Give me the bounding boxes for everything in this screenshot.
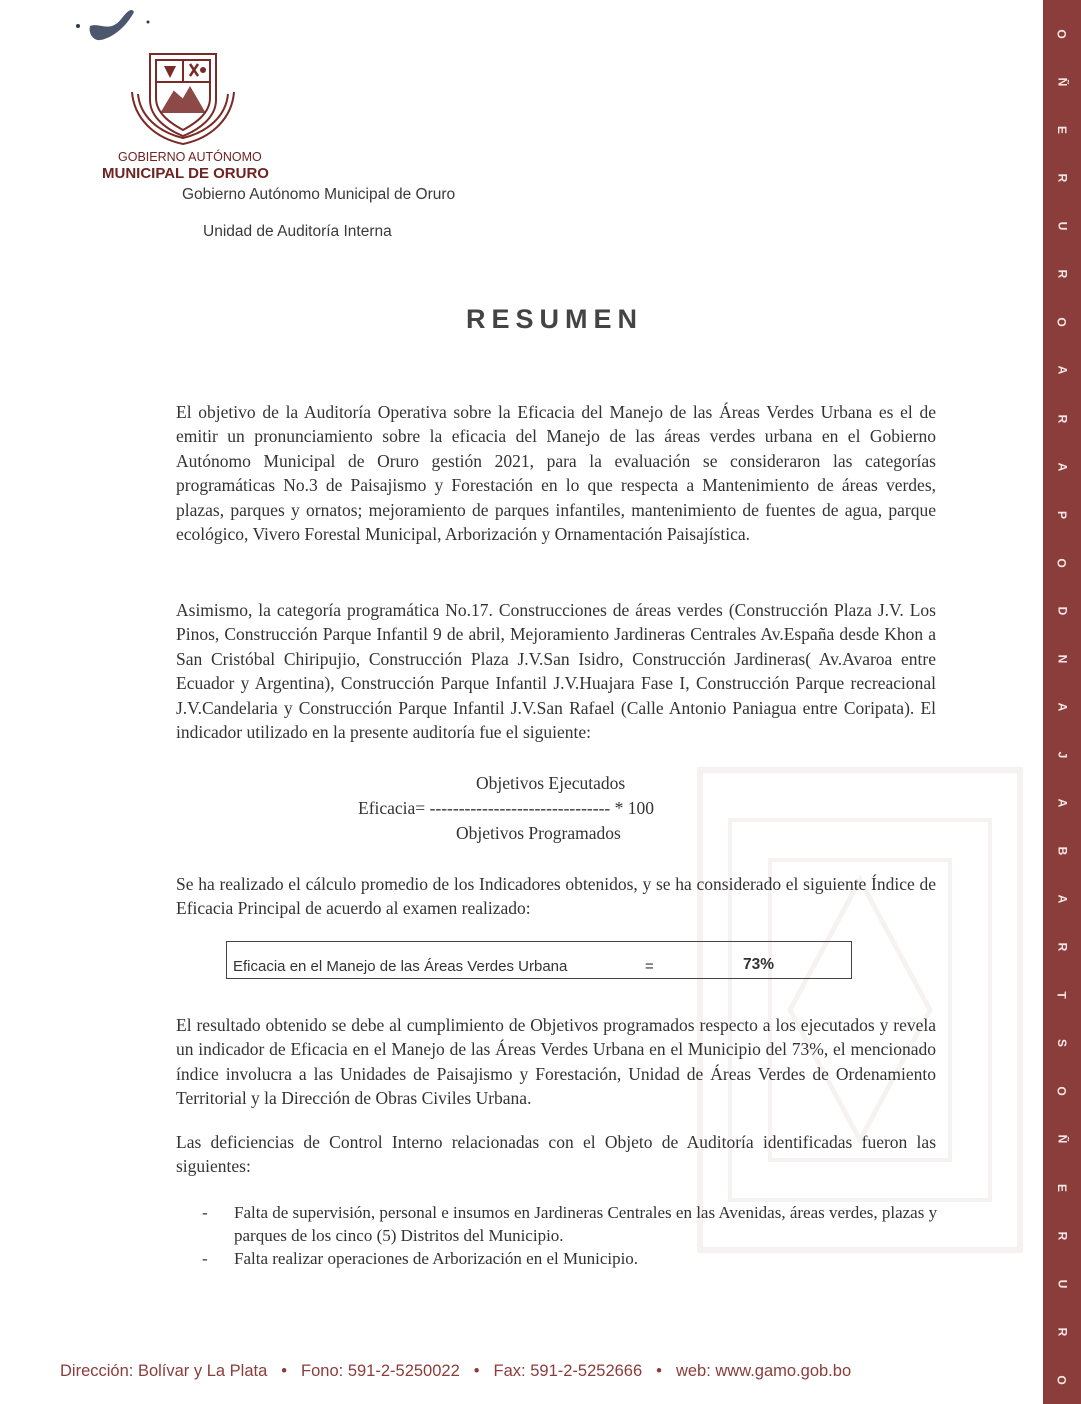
footer-bullet: • <box>281 1362 288 1380</box>
formula-line <box>358 798 654 819</box>
side-band-letter: A <box>1054 894 1069 904</box>
side-band-letter: U <box>1054 1279 1069 1288</box>
side-band-letter: N <box>1054 654 1069 664</box>
footer <box>60 1362 851 1381</box>
logo-caption-bottom: MUNICIPAL DE ORURO <box>102 165 269 182</box>
formula-factor: * 100 <box>614 798 654 818</box>
paragraph-objective: El objetivo de la Auditoría Operativa sobre la Eficacia del Manejo de las Áreas Verdes Urbana es el de emitir un pronunciamiento sobre la eficacia del Manejo de las áreas verdes urbana en el Gobierno Autónomo Municipal de Oruro gestión 2021, para la evaluación se consideraron las categorías programáticas No.3 de Paisajismo y Forestación en lo que respecta a Mantenimiento de áreas verdes, plazas, parques y ornatos; mejoramiento de parques infantiles, mantenimiento de fuentes de agua, parque ecológico, Vivero Forestal Municipal, Arborización y Ornamentación Paisajística. <box>176 402 936 545</box>
footer-fax: Fax: 591-2-5252666 <box>493 1362 643 1380</box>
result-equals: = <box>645 958 654 975</box>
result-box <box>226 941 852 979</box>
list-item: - Falta realizar operaciones de Arborización en el Municipio. <box>200 1247 940 1270</box>
side-band-letter: R <box>1054 414 1069 423</box>
paragraph-deficiencies: Las deficiencias de Control Interno relacionadas con el Objeto de Auditoría identificadas fueron las siguientes: <box>176 1132 936 1177</box>
side-band-letter: O <box>1055 1375 1069 1385</box>
side-band-letter: R <box>1054 173 1069 183</box>
side-band-letter: A <box>1054 702 1069 712</box>
deficiency-list <box>200 1201 940 1270</box>
side-band-letter: R <box>1054 269 1069 279</box>
result-value: 73% <box>743 956 775 973</box>
side-band-letter: O <box>1055 29 1069 39</box>
formula-dashes: ------------------------------- <box>429 798 611 818</box>
side-band-letter: A <box>1054 798 1069 808</box>
side-band-letter: E <box>1054 126 1069 135</box>
footer-bullet: • <box>473 1362 480 1380</box>
side-band-letter: T <box>1055 991 1069 999</box>
side-band-letter: D <box>1054 606 1069 616</box>
footer-phone: Fono: 591-2-5250022 <box>301 1362 460 1380</box>
side-band-letter: R <box>1054 1327 1069 1337</box>
side-band-letter: O <box>1055 317 1069 328</box>
side-band-letter: O <box>1055 558 1069 568</box>
organization-name: Gobierno Autónomo Municipal de Oruro <box>182 186 456 203</box>
footer-address: Dirección: Bolívar y La Plata <box>60 1362 268 1380</box>
paragraph-calculation: Se ha realizado el cálculo promedio de los Indicadores obtenidos, y se ha considerado el siguiente Índice de Eficacia Principal de acuerdo al examen realizado: <box>176 874 936 919</box>
side-band-letter: A <box>1054 366 1069 375</box>
paragraph-category: Asimismo, la categoría programática No.17. Construcciones de áreas verdes (Construcción Plaza J.V. Los Pinos, Construcción Parque Infantil 9 de abril, Mejoramiento Jardineras Centrales Av.España desde Khon a San Cristóbal Chiripujio, Construcción Plaza J.V.San Isidro, Construcción Jardineras( Av.Avaroa entre Ecuador y Argentina), Construcción Parque Infantil J.V.Huajara Fase I, Construcción Parque recreacional J.V.Candelaria y Construcción Parque Infantil J.V.San Rafael (Calle Antonio Paniagua entre Coripata). El indicador utilizado en la presente auditoría fue el siguiente: <box>176 600 936 743</box>
footer-web: web: www.gamo.gob.bo <box>675 1362 852 1380</box>
formula-denominator: Objetivos Programados <box>456 823 621 843</box>
formula-left: Eficacia= <box>358 798 426 818</box>
side-band-slogan <box>1043 0 1081 1404</box>
side-band-letter: A <box>1054 462 1069 471</box>
side-band-letter: S <box>1054 1039 1069 1048</box>
logo-caption-top: GOBIERNO AUTÓNOMO <box>118 150 262 164</box>
side-band-letter: U <box>1054 221 1069 231</box>
side-band-letter: R <box>1054 1231 1069 1240</box>
list-item: - Falta de supervisión, personal e insumos en Jardineras Centrales en las Avenidas, áreas verdes, plazas y parques de los cinco (5) Distritos del Municipio. <box>200 1201 940 1247</box>
formula-numerator: Objetivos Ejecutados <box>476 773 626 793</box>
side-band-letter: Ñ <box>1054 77 1069 87</box>
side-band-letter: P <box>1054 510 1069 519</box>
side-band-letter: J <box>1055 751 1069 759</box>
result-label: Eficacia en el Manejo de las Áreas Verdes Urbana <box>233 958 568 975</box>
coat-of-arms-logo <box>128 48 238 146</box>
page-title: RESUMEN <box>466 304 644 334</box>
side-band-letter: O <box>1055 1086 1069 1097</box>
unit-name: Unidad de Auditoría Interna <box>203 223 392 240</box>
watermark-pattern <box>690 760 1030 1260</box>
side-band-letter: B <box>1054 846 1069 856</box>
side-band-letter: Ñ <box>1054 1135 1069 1144</box>
footer-bullet: • <box>656 1362 662 1380</box>
side-band-letter: E <box>1054 1183 1069 1192</box>
paragraph-result: El resultado obtenido se debe al cumplimiento de Objetivos programados respecto a los ejecutados y revela un indicador de Eficacia en el Manejo de las Áreas Verdes Urbana en el Municipio del 73%, el mencionado índice involucra a las Unidades de Paisajismo y Forestación, Unidad de Áreas Verdes de Ordenamiento Territorial y la Dirección de Obras Civiles Urbana. <box>176 1015 936 1109</box>
side-band-letter: R <box>1054 942 1069 952</box>
